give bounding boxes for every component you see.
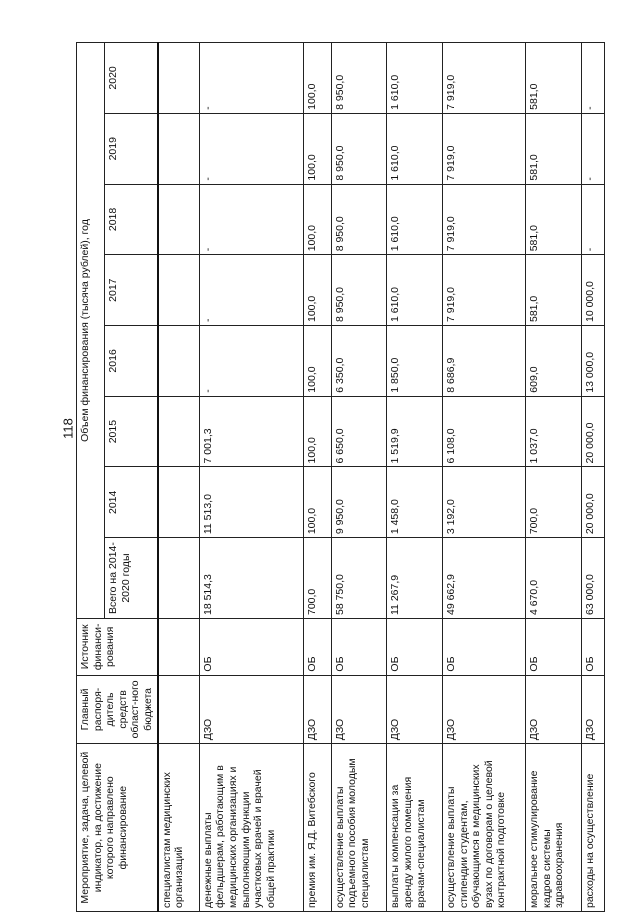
cell-2015: 1 519,9 bbox=[387, 396, 443, 467]
rotated-table-container bbox=[76, 42, 604, 912]
header-activity: Мероприятие, задача, целевой индикатор, на достижение которого направлено финансирование bbox=[77, 744, 158, 912]
cell-2019: 100,0 bbox=[303, 113, 331, 184]
cell-manager: ДЗО bbox=[331, 675, 387, 744]
cell-2015: 7 001,3 bbox=[199, 396, 303, 467]
cell-2016: 8 686,9 bbox=[442, 326, 525, 397]
header-year-2017: 2017 bbox=[105, 255, 158, 326]
cell-manager: ДЗО bbox=[581, 675, 604, 744]
cell-2015: 6 650,0 bbox=[331, 396, 387, 467]
cell-2019: 8 950,0 bbox=[331, 113, 387, 184]
cell-2020: - bbox=[199, 43, 303, 114]
cell-manager: ДЗО bbox=[442, 675, 525, 744]
cell-manager: ДЗО bbox=[387, 675, 443, 744]
cell-2020 bbox=[158, 43, 200, 114]
table-body bbox=[158, 43, 605, 912]
cell-2018: 100,0 bbox=[303, 184, 331, 255]
cell-2020: 581,0 bbox=[526, 43, 582, 114]
header-year-2018: 2018 bbox=[105, 184, 158, 255]
cell-2018: - bbox=[199, 184, 303, 255]
cell-2016: 609,0 bbox=[526, 326, 582, 397]
cell-2018: 7 919,0 bbox=[442, 184, 525, 255]
header-volume: Объем финансирования (тысяча рублей), год bbox=[77, 43, 105, 619]
cell-2014: 100,0 bbox=[303, 467, 331, 538]
cell-2019: - bbox=[199, 113, 303, 184]
cell-2016: - bbox=[199, 326, 303, 397]
cell-2017: 100,0 bbox=[303, 255, 331, 326]
cell-2014: 9 950,0 bbox=[331, 467, 387, 538]
cell-source: ОБ bbox=[387, 619, 443, 676]
cell-total: 49 662,9 bbox=[442, 538, 525, 619]
cell-2017 bbox=[158, 255, 200, 326]
header-year-2020: 2020 bbox=[105, 43, 158, 114]
header-row-1 bbox=[77, 43, 105, 912]
cell-total bbox=[158, 538, 200, 619]
cell-source: ОБ bbox=[199, 619, 303, 676]
cell-manager: ДЗО bbox=[303, 675, 331, 744]
header-year-2019: 2019 bbox=[105, 113, 158, 184]
cell-source: ОБ bbox=[303, 619, 331, 676]
cell-total: 4 670,0 bbox=[526, 538, 582, 619]
table-row bbox=[442, 43, 525, 912]
cell-activity: моральное стимулирование кадров системы здравоохранения bbox=[526, 744, 582, 912]
header-year-2015: 2015 bbox=[105, 396, 158, 467]
cell-2018: 1 610,0 bbox=[387, 184, 443, 255]
cell-source: ОБ bbox=[442, 619, 525, 676]
cell-manager: ДЗО bbox=[199, 675, 303, 744]
table-row bbox=[199, 43, 303, 912]
cell-2018: 581,0 bbox=[526, 184, 582, 255]
cell-2020: - bbox=[581, 43, 604, 114]
cell-activity: осуществление выплаты стипендии студентам, обучающимся в медицинских вузах по договорам о целевой контрактной подготовке bbox=[442, 744, 525, 912]
cell-2015: 6 108,0 bbox=[442, 396, 525, 467]
cell-2018: 8 950,0 bbox=[331, 184, 387, 255]
cell-2017: - bbox=[199, 255, 303, 326]
cell-2017: 581,0 bbox=[526, 255, 582, 326]
cell-2017: 10 000,0 bbox=[581, 255, 604, 326]
cell-source: ОБ bbox=[581, 619, 604, 676]
cell-2015: 20 000,0 bbox=[581, 396, 604, 467]
cell-2014: 20 000,0 bbox=[581, 467, 604, 538]
cell-2015: 1 037,0 bbox=[526, 396, 582, 467]
cell-2017: 8 950,0 bbox=[331, 255, 387, 326]
cell-2020: 1 610,0 bbox=[387, 43, 443, 114]
cell-2020: 8 950,0 bbox=[331, 43, 387, 114]
cell-total: 11 267,9 bbox=[387, 538, 443, 619]
header-manager: Главный распоря-дитель средств област-ного бюджета bbox=[77, 675, 158, 744]
cell-2017: 7 919,0 bbox=[442, 255, 525, 326]
header-year-2014: 2014 bbox=[105, 467, 158, 538]
cell-2019 bbox=[158, 113, 200, 184]
cell-source: ОБ bbox=[526, 619, 582, 676]
cell-2016: 13 000,0 bbox=[581, 326, 604, 397]
cell-2014: 11 513,0 bbox=[199, 467, 303, 538]
cell-2020: 7 919,0 bbox=[442, 43, 525, 114]
cell-2014: 1 458,0 bbox=[387, 467, 443, 538]
header-source: Источник финанси-рования bbox=[77, 619, 158, 676]
cell-activity: денежные выплаты фельдшерам, работающим в медицинских организациях и выполняющим функции участковых врачей и врачей общей практики bbox=[199, 744, 303, 912]
cell-source bbox=[158, 619, 200, 676]
cell-total: 700,0 bbox=[303, 538, 331, 619]
cell-2014: 3 192,0 bbox=[442, 467, 525, 538]
cell-2015 bbox=[158, 396, 200, 467]
header-year-2016: 2016 bbox=[105, 326, 158, 397]
cell-2014 bbox=[158, 467, 200, 538]
cell-2016: 1 850,0 bbox=[387, 326, 443, 397]
cell-activity: расходы на осуществление bbox=[581, 744, 604, 912]
cell-2016: 100,0 bbox=[303, 326, 331, 397]
cell-activity: специалистам медицинских организаций bbox=[158, 744, 200, 912]
table-row bbox=[526, 43, 582, 912]
cell-2019: - bbox=[581, 113, 604, 184]
table-row bbox=[387, 43, 443, 912]
cell-2015: 100,0 bbox=[303, 396, 331, 467]
cell-2016 bbox=[158, 326, 200, 397]
cell-activity: осуществление выплаты подъемного пособия молодым специалистам bbox=[331, 744, 387, 912]
cell-2019: 1 610,0 bbox=[387, 113, 443, 184]
cell-total: 63 000,0 bbox=[581, 538, 604, 619]
financing-table bbox=[76, 42, 605, 912]
page-number: 118 bbox=[60, 418, 76, 439]
cell-activity: выплаты компенсации за аренду жилого помещения врачам-специалистам bbox=[387, 744, 443, 912]
table-row bbox=[158, 43, 200, 912]
cell-2018: - bbox=[581, 184, 604, 255]
cell-total: 18 514,3 bbox=[199, 538, 303, 619]
header-total: Всего на 2014-2020 годы bbox=[105, 538, 158, 619]
cell-2017: 1 610,0 bbox=[387, 255, 443, 326]
table-row bbox=[303, 43, 331, 912]
cell-source: ОБ bbox=[331, 619, 387, 676]
cell-2019: 581,0 bbox=[526, 113, 582, 184]
table-row bbox=[331, 43, 387, 912]
cell-manager bbox=[158, 675, 200, 744]
cell-2014: 700,0 bbox=[526, 467, 582, 538]
cell-2018 bbox=[158, 184, 200, 255]
cell-manager: ДЗО bbox=[526, 675, 582, 744]
table-row bbox=[581, 43, 604, 912]
cell-2016: 6 350,0 bbox=[331, 326, 387, 397]
cell-2020: 100,0 bbox=[303, 43, 331, 114]
cell-total: 58 750,0 bbox=[331, 538, 387, 619]
cell-activity: премия им. Я.Д. Витебского bbox=[303, 744, 331, 912]
cell-2019: 7 919,0 bbox=[442, 113, 525, 184]
